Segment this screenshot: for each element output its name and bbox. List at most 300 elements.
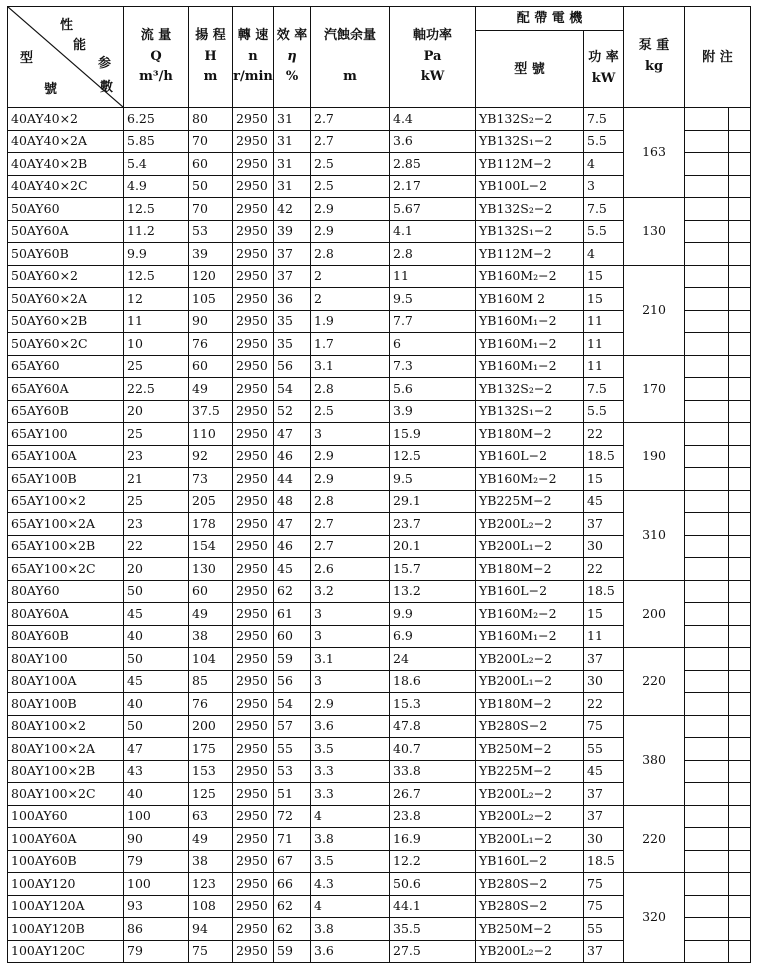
cell-speed: 2950 xyxy=(233,355,274,378)
cell-speed: 2950 xyxy=(233,850,274,873)
cell-speed: 2950 xyxy=(233,265,274,288)
cell-motor-model: YB160M₁−2 xyxy=(476,333,584,356)
cell-npsh: 2.7 xyxy=(311,535,390,558)
cell-shaft-power: 7.3 xyxy=(390,355,476,378)
cell-motor-power: 37 xyxy=(584,805,624,828)
cell-flow: 90 xyxy=(124,828,189,851)
cell-flow: 12.5 xyxy=(124,198,189,221)
cell-pump-weight: 320 xyxy=(624,873,685,963)
cell-head: 92 xyxy=(189,445,233,468)
cell-flow: 45 xyxy=(124,670,189,693)
cell-note xyxy=(729,648,751,671)
cell-speed: 2950 xyxy=(233,580,274,603)
cell-flow: 12.5 xyxy=(124,265,189,288)
cell-shaft-power: 5.67 xyxy=(390,198,476,221)
cell-head: 76 xyxy=(189,333,233,356)
cell-motor-power: 37 xyxy=(584,648,624,671)
cell-efficiency: 37 xyxy=(274,265,311,288)
cell-motor-power: 15 xyxy=(584,265,624,288)
cell-flow: 23 xyxy=(124,513,189,536)
cell-head: 38 xyxy=(189,850,233,873)
cell-npsh: 3.6 xyxy=(311,940,390,963)
cell-model: 50AY60×2 xyxy=(8,265,124,288)
cell-motor-model: YB100L−2 xyxy=(476,175,584,198)
cell-motor-model: YB280S−2 xyxy=(476,895,584,918)
cell-speed: 2950 xyxy=(233,873,274,896)
cell-head: 120 xyxy=(189,265,233,288)
cell-npsh: 3.8 xyxy=(311,918,390,941)
cell-model: 65AY100×2 xyxy=(8,490,124,513)
cell-efficiency: 46 xyxy=(274,535,311,558)
cell-motor-model: YB200L₁−2 xyxy=(476,670,584,693)
cell-head: 105 xyxy=(189,288,233,311)
cell-speed: 2950 xyxy=(233,760,274,783)
header-note: 附 注 xyxy=(685,7,751,108)
cell-model: 50AY60 xyxy=(8,198,124,221)
cell-motor-power: 45 xyxy=(584,760,624,783)
cell-shaft-power: 2.8 xyxy=(390,243,476,266)
cell-motor-power: 18.5 xyxy=(584,850,624,873)
cell-head: 90 xyxy=(189,310,233,333)
cell-shaft-power: 9.5 xyxy=(390,468,476,491)
cell-shaft-power: 4.1 xyxy=(390,220,476,243)
table-row xyxy=(8,198,751,221)
cell-note xyxy=(729,603,751,626)
cell-efficiency: 72 xyxy=(274,805,311,828)
cell-note xyxy=(729,850,751,873)
cell-shaft-power: 13.2 xyxy=(390,580,476,603)
cell-flow: 4.9 xyxy=(124,175,189,198)
cell-note xyxy=(729,918,751,941)
cell-efficiency: 59 xyxy=(274,648,311,671)
cell-efficiency: 46 xyxy=(274,445,311,468)
cell-efficiency: 60 xyxy=(274,625,311,648)
cell-speed: 2950 xyxy=(233,153,274,176)
cell-note xyxy=(729,445,751,468)
cell-motor-power: 18.5 xyxy=(584,580,624,603)
cell-model: 50AY60A xyxy=(8,220,124,243)
cell-note xyxy=(685,198,729,221)
cell-flow: 23 xyxy=(124,445,189,468)
table-row xyxy=(8,355,751,378)
cell-note xyxy=(729,580,751,603)
cell-note xyxy=(685,715,729,738)
cell-shaft-power: 33.8 xyxy=(390,760,476,783)
cell-note xyxy=(685,828,729,851)
cell-flow: 40 xyxy=(124,783,189,806)
pump-spec-table xyxy=(7,6,751,963)
cell-head: 37.5 xyxy=(189,400,233,423)
cell-npsh: 2.8 xyxy=(311,490,390,513)
cell-model: 80AY60A xyxy=(8,603,124,626)
cell-note xyxy=(685,490,729,513)
cell-motor-power: 37 xyxy=(584,940,624,963)
cell-npsh: 3.2 xyxy=(311,580,390,603)
cell-speed: 2950 xyxy=(233,693,274,716)
cell-motor-power: 15 xyxy=(584,603,624,626)
cell-motor-model: YB160M₁−2 xyxy=(476,310,584,333)
cell-shaft-power: 15.7 xyxy=(390,558,476,581)
table-row xyxy=(8,873,751,896)
cell-note xyxy=(729,423,751,446)
cell-shaft-power: 29.1 xyxy=(390,490,476,513)
cell-shaft-power: 5.6 xyxy=(390,378,476,401)
cell-motor-power: 11 xyxy=(584,310,624,333)
cell-head: 49 xyxy=(189,828,233,851)
cell-note xyxy=(729,130,751,153)
cell-note xyxy=(729,715,751,738)
cell-flow: 20 xyxy=(124,400,189,423)
cell-npsh: 2.8 xyxy=(311,243,390,266)
cell-note xyxy=(685,333,729,356)
cell-note xyxy=(729,558,751,581)
cell-npsh: 1.9 xyxy=(311,310,390,333)
cell-speed: 2950 xyxy=(233,670,274,693)
cell-motor-model: YB160M₂−2 xyxy=(476,265,584,288)
cell-note xyxy=(729,873,751,896)
cell-shaft-power: 35.5 xyxy=(390,918,476,941)
cell-pump-weight: 380 xyxy=(624,715,685,805)
cell-speed: 2950 xyxy=(233,940,274,963)
cell-model: 40AY40×2A xyxy=(8,130,124,153)
cell-motor-power: 4 xyxy=(584,243,624,266)
cell-note xyxy=(685,243,729,266)
table-row xyxy=(8,580,751,603)
cell-note xyxy=(685,513,729,536)
cell-speed: 2950 xyxy=(233,603,274,626)
cell-speed: 2950 xyxy=(233,490,274,513)
header-efficiency: 效 率 η % xyxy=(274,7,311,108)
cell-motor-model: YB160L−2 xyxy=(476,445,584,468)
cell-motor-power: 30 xyxy=(584,828,624,851)
cell-model: 80AY60B xyxy=(8,625,124,648)
header-shaft-power: 軸功率 Pa kW xyxy=(390,7,476,108)
cell-flow: 25 xyxy=(124,355,189,378)
cell-shaft-power: 40.7 xyxy=(390,738,476,761)
header-motor-group: 配 帶 電 機 xyxy=(476,7,624,31)
table-row xyxy=(8,648,751,671)
cell-flow: 79 xyxy=(124,850,189,873)
cell-note xyxy=(685,625,729,648)
cell-npsh: 3.3 xyxy=(311,760,390,783)
cell-note xyxy=(685,805,729,828)
cell-motor-model: YB200L₂−2 xyxy=(476,648,584,671)
header-flow: 流 量 Q m³/h xyxy=(124,7,189,108)
cell-model: 80AY100×2C xyxy=(8,783,124,806)
cell-speed: 2950 xyxy=(233,513,274,536)
cell-npsh: 2.9 xyxy=(311,198,390,221)
cell-head: 125 xyxy=(189,783,233,806)
cell-model: 80AY60 xyxy=(8,580,124,603)
cell-model: 65AY100A xyxy=(8,445,124,468)
cell-speed: 2950 xyxy=(233,558,274,581)
cell-shaft-power: 3.6 xyxy=(390,130,476,153)
cell-motor-model: YB132S₂−2 xyxy=(476,378,584,401)
cell-flow: 43 xyxy=(124,760,189,783)
cell-npsh: 1.7 xyxy=(311,333,390,356)
cell-model: 40AY40×2 xyxy=(8,108,124,131)
cell-shaft-power: 2.17 xyxy=(390,175,476,198)
cell-motor-power: 30 xyxy=(584,535,624,558)
cell-speed: 2950 xyxy=(233,378,274,401)
cell-head: 53 xyxy=(189,220,233,243)
cell-shaft-power: 12.2 xyxy=(390,850,476,873)
cell-head: 76 xyxy=(189,693,233,716)
table-row xyxy=(8,265,751,288)
cell-shaft-power: 6 xyxy=(390,333,476,356)
cell-note xyxy=(685,355,729,378)
cell-head: 49 xyxy=(189,603,233,626)
cell-model: 100AY120 xyxy=(8,873,124,896)
cell-note xyxy=(685,220,729,243)
cell-flow: 50 xyxy=(124,580,189,603)
cell-note xyxy=(685,918,729,941)
cell-npsh: 2.7 xyxy=(311,108,390,131)
cell-speed: 2950 xyxy=(233,243,274,266)
cell-shaft-power: 15.3 xyxy=(390,693,476,716)
cell-efficiency: 35 xyxy=(274,333,311,356)
cell-shaft-power: 47.8 xyxy=(390,715,476,738)
cell-head: 63 xyxy=(189,805,233,828)
header-diag-right: 参 xyxy=(98,56,112,71)
cell-shaft-power: 23.8 xyxy=(390,805,476,828)
cell-npsh: 2.5 xyxy=(311,400,390,423)
cell-speed: 2950 xyxy=(233,130,274,153)
table-row xyxy=(8,490,751,513)
header-head: 揚 程 H m xyxy=(189,7,233,108)
cell-note xyxy=(729,783,751,806)
table-row xyxy=(8,805,751,828)
cell-model: 80AY100×2B xyxy=(8,760,124,783)
cell-shaft-power: 27.5 xyxy=(390,940,476,963)
table-header xyxy=(8,7,751,108)
cell-npsh: 2 xyxy=(311,288,390,311)
cell-head: 94 xyxy=(189,918,233,941)
cell-flow: 50 xyxy=(124,715,189,738)
cell-head: 153 xyxy=(189,760,233,783)
cell-flow: 47 xyxy=(124,738,189,761)
cell-model: 100AY120A xyxy=(8,895,124,918)
cell-motor-model: YB200L₂−2 xyxy=(476,513,584,536)
cell-note xyxy=(729,468,751,491)
cell-flow: 11.2 xyxy=(124,220,189,243)
cell-note xyxy=(729,378,751,401)
cell-motor-model: YB160M₁−2 xyxy=(476,355,584,378)
cell-efficiency: 62 xyxy=(274,580,311,603)
cell-speed: 2950 xyxy=(233,423,274,446)
cell-head: 154 xyxy=(189,535,233,558)
cell-npsh: 2.9 xyxy=(311,468,390,491)
cell-shaft-power: 11 xyxy=(390,265,476,288)
cell-shaft-power: 4.4 xyxy=(390,108,476,131)
cell-head: 175 xyxy=(189,738,233,761)
cell-note xyxy=(685,130,729,153)
cell-model: 40AY40×2B xyxy=(8,153,124,176)
cell-motor-power: 75 xyxy=(584,895,624,918)
cell-npsh: 2.7 xyxy=(311,130,390,153)
cell-note xyxy=(729,310,751,333)
cell-flow: 86 xyxy=(124,918,189,941)
cell-npsh: 4 xyxy=(311,895,390,918)
table-body xyxy=(8,108,751,963)
cell-efficiency: 62 xyxy=(274,895,311,918)
cell-motor-model: YB160L−2 xyxy=(476,850,584,873)
cell-motor-model: YB280S−2 xyxy=(476,873,584,896)
cell-shaft-power: 20.1 xyxy=(390,535,476,558)
cell-pump-weight: 163 xyxy=(624,108,685,198)
cell-shaft-power: 2.85 xyxy=(390,153,476,176)
cell-model: 65AY100B xyxy=(8,468,124,491)
cell-efficiency: 66 xyxy=(274,873,311,896)
cell-flow: 25 xyxy=(124,423,189,446)
cell-flow: 10 xyxy=(124,333,189,356)
cell-motor-power: 11 xyxy=(584,355,624,378)
cell-motor-model: YB200L₂−2 xyxy=(476,805,584,828)
cell-efficiency: 54 xyxy=(274,378,311,401)
cell-npsh: 3.5 xyxy=(311,850,390,873)
cell-npsh: 2.8 xyxy=(311,378,390,401)
cell-motor-model: YB280S−2 xyxy=(476,715,584,738)
cell-motor-power: 15 xyxy=(584,288,624,311)
cell-motor-power: 75 xyxy=(584,873,624,896)
cell-note xyxy=(729,693,751,716)
cell-note xyxy=(729,513,751,536)
cell-note xyxy=(685,895,729,918)
cell-head: 178 xyxy=(189,513,233,536)
cell-npsh: 2.9 xyxy=(311,445,390,468)
cell-flow: 45 xyxy=(124,603,189,626)
cell-shaft-power: 9.9 xyxy=(390,603,476,626)
cell-motor-model: YB112M−2 xyxy=(476,243,584,266)
cell-speed: 2950 xyxy=(233,445,274,468)
cell-motor-power: 7.5 xyxy=(584,198,624,221)
cell-efficiency: 31 xyxy=(274,130,311,153)
cell-note xyxy=(729,243,751,266)
cell-motor-power: 75 xyxy=(584,715,624,738)
cell-note xyxy=(685,468,729,491)
cell-model: 65AY100×2B xyxy=(8,535,124,558)
cell-npsh: 2.9 xyxy=(311,693,390,716)
cell-note xyxy=(729,490,751,513)
cell-shaft-power: 50.6 xyxy=(390,873,476,896)
header-weight: 泵 重 kg xyxy=(624,7,685,108)
cell-note xyxy=(729,738,751,761)
cell-efficiency: 62 xyxy=(274,918,311,941)
cell-motor-power: 4 xyxy=(584,153,624,176)
cell-speed: 2950 xyxy=(233,198,274,221)
cell-efficiency: 44 xyxy=(274,468,311,491)
cell-flow: 100 xyxy=(124,873,189,896)
cell-motor-power: 30 xyxy=(584,670,624,693)
cell-shaft-power: 9.5 xyxy=(390,288,476,311)
cell-model: 50AY60B xyxy=(8,243,124,266)
cell-npsh: 2 xyxy=(311,265,390,288)
cell-pump-weight: 220 xyxy=(624,805,685,873)
header-motor-model: 型 號 xyxy=(476,31,584,108)
cell-flow: 40 xyxy=(124,693,189,716)
cell-flow: 9.9 xyxy=(124,243,189,266)
cell-model: 40AY40×2C xyxy=(8,175,124,198)
cell-efficiency: 42 xyxy=(274,198,311,221)
cell-motor-model: YB160M₂−2 xyxy=(476,603,584,626)
cell-speed: 2950 xyxy=(233,288,274,311)
cell-motor-power: 37 xyxy=(584,513,624,536)
cell-speed: 2950 xyxy=(233,220,274,243)
cell-motor-model: YB132S₁−2 xyxy=(476,130,584,153)
cell-speed: 2950 xyxy=(233,805,274,828)
cell-efficiency: 52 xyxy=(274,400,311,423)
cell-shaft-power: 12.5 xyxy=(390,445,476,468)
cell-speed: 2950 xyxy=(233,625,274,648)
cell-flow: 21 xyxy=(124,468,189,491)
cell-efficiency: 71 xyxy=(274,828,311,851)
cell-motor-power: 5.5 xyxy=(584,400,624,423)
cell-flow: 40 xyxy=(124,625,189,648)
cell-motor-model: YB160M₂−2 xyxy=(476,468,584,491)
cell-shaft-power: 6.9 xyxy=(390,625,476,648)
cell-speed: 2950 xyxy=(233,400,274,423)
cell-pump-weight: 170 xyxy=(624,355,685,423)
cell-head: 73 xyxy=(189,468,233,491)
cell-motor-power: 37 xyxy=(584,783,624,806)
cell-model: 80AY100B xyxy=(8,693,124,716)
cell-note xyxy=(685,580,729,603)
cell-motor-power: 55 xyxy=(584,738,624,761)
cell-efficiency: 31 xyxy=(274,108,311,131)
cell-speed: 2950 xyxy=(233,828,274,851)
cell-motor-model: YB225M−2 xyxy=(476,490,584,513)
cell-note xyxy=(685,940,729,963)
cell-npsh: 2.6 xyxy=(311,558,390,581)
cell-npsh: 2.9 xyxy=(311,220,390,243)
cell-flow: 5.4 xyxy=(124,153,189,176)
cell-efficiency: 47 xyxy=(274,423,311,446)
cell-npsh: 3.6 xyxy=(311,715,390,738)
cell-efficiency: 36 xyxy=(274,288,311,311)
cell-flow: 5.85 xyxy=(124,130,189,153)
cell-speed: 2950 xyxy=(233,715,274,738)
cell-npsh: 3.8 xyxy=(311,828,390,851)
cell-model: 100AY60A xyxy=(8,828,124,851)
cell-motor-power: 7.5 xyxy=(584,108,624,131)
cell-speed: 2950 xyxy=(233,918,274,941)
cell-head: 110 xyxy=(189,423,233,446)
cell-motor-power: 45 xyxy=(584,490,624,513)
cell-note xyxy=(685,760,729,783)
cell-note xyxy=(685,400,729,423)
cell-head: 205 xyxy=(189,490,233,513)
cell-efficiency: 59 xyxy=(274,940,311,963)
cell-note xyxy=(685,288,729,311)
cell-head: 85 xyxy=(189,670,233,693)
cell-motor-power: 15 xyxy=(584,468,624,491)
cell-efficiency: 48 xyxy=(274,490,311,513)
cell-head: 38 xyxy=(189,625,233,648)
cell-head: 130 xyxy=(189,558,233,581)
cell-speed: 2950 xyxy=(233,310,274,333)
cell-motor-model: YB200L₁−2 xyxy=(476,535,584,558)
cell-note xyxy=(729,288,751,311)
cell-shaft-power: 44.1 xyxy=(390,895,476,918)
cell-npsh: 3.5 xyxy=(311,738,390,761)
cell-motor-power: 22 xyxy=(584,693,624,716)
cell-motor-model: YB250M−2 xyxy=(476,918,584,941)
cell-shaft-power: 7.7 xyxy=(390,310,476,333)
cell-head: 39 xyxy=(189,243,233,266)
cell-flow: 11 xyxy=(124,310,189,333)
cell-motor-model: YB180M−2 xyxy=(476,423,584,446)
cell-head: 49 xyxy=(189,378,233,401)
